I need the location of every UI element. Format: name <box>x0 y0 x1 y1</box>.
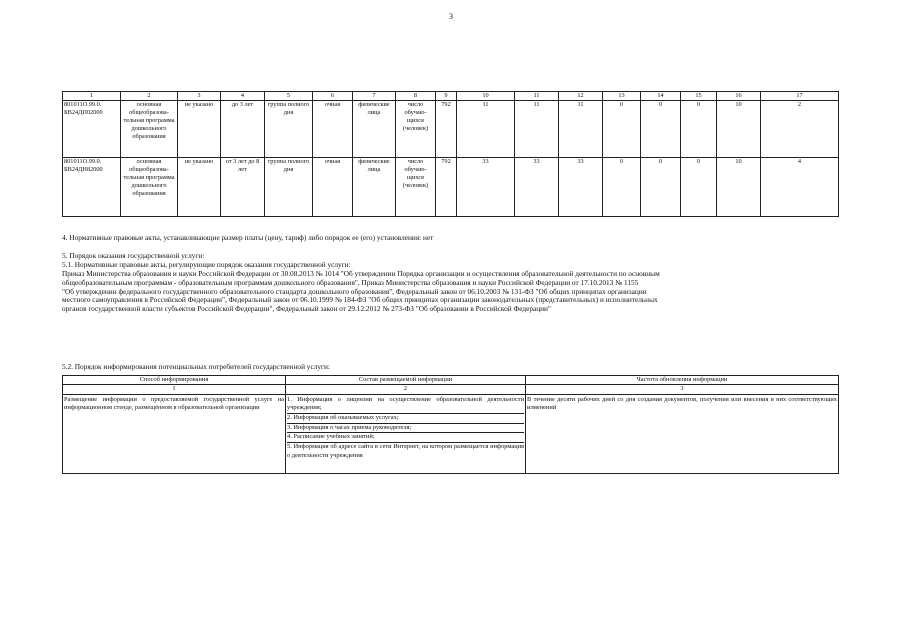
table-header-row <box>63 376 839 385</box>
column-number: 1 <box>63 385 286 394</box>
section-5-title: 5. Порядок оказания государственной услуги: <box>62 251 205 260</box>
update-frequency-cell: В течение десяти рабочих дней со дня создания документов, получения или внесения в них соответствующих изменений <box>526 394 839 473</box>
header-cell: 16 <box>717 92 761 101</box>
header-cell: 9 <box>436 92 457 101</box>
column-number-row <box>63 385 839 394</box>
header-cell: 13 <box>603 92 641 101</box>
page-number: 3 <box>449 12 453 21</box>
header-cell: 5 <box>265 92 313 101</box>
header-cell: Частота обновления информации <box>526 376 839 385</box>
age-cell: от 3 лет до 8 лет <box>221 158 265 217</box>
table-cell: 4 <box>761 158 839 217</box>
information-item: 3. Информация о часах приема руководителя; <box>287 424 524 434</box>
table-cell: 2 <box>761 101 839 158</box>
informing-method-cell: Размещение информации о предоставляемой государственной услуге на информационном стенде, размещённом в образовательной организации <box>63 394 286 473</box>
column-number: 2 <box>286 385 526 394</box>
table-cell: очная <box>313 158 353 217</box>
program-cell: основная общеобразова-тельная программа дошкольного образования <box>121 101 178 158</box>
information-item: 1. Информация о лицензии на осуществление образовательной деятельности учреждения; <box>287 396 524 414</box>
section-4-text: 4. Нормативные правовые акты, устанавливающие размер платы (цену, тариф) либо порядок ее (его) установления: нет <box>62 233 434 242</box>
legal-acts-line: общеобразовательным программам - образовательным программам дошкольного образования", Приказ Министерства образования и науки Российской Федерации от 17.10.2013 № 1155 <box>62 277 639 287</box>
table-cell: 0 <box>603 101 641 158</box>
table-cell: группа полного дня <box>265 158 313 217</box>
information-items-cell <box>286 394 526 473</box>
legal-acts-line: Приказ Министерства образования и науки Российской Федерации от 30.08.2013 № 1014 "Об утверждении Порядка организации и осуществления образовательной деятельности по основным <box>62 268 660 278</box>
section-5-block <box>62 252 660 314</box>
table-cell: 10 <box>717 158 761 217</box>
table-cell: 33 <box>457 158 515 217</box>
table-cell: 792 <box>436 101 457 158</box>
header-cell: 1 <box>63 92 121 101</box>
header-cell: 15 <box>681 92 717 101</box>
table-header-row <box>63 92 839 101</box>
table-cell: 0 <box>681 101 717 158</box>
table-row <box>63 101 839 158</box>
header-cell: 12 <box>559 92 603 101</box>
table-cell: 11 <box>515 101 559 158</box>
table-cell: число обучаю-щихся (человек) <box>396 158 436 217</box>
header-cell: Состав размещаемой информации <box>286 376 526 385</box>
informing-table <box>62 375 839 474</box>
table-cell: очная <box>313 101 353 158</box>
header-cell: 11 <box>515 92 559 101</box>
header-cell: 3 <box>178 92 221 101</box>
program-cell: основная общеобразова-тельная программа дошкольного образования <box>121 158 178 217</box>
table-cell: 11 <box>559 101 603 158</box>
header-cell: 10 <box>457 92 515 101</box>
information-item: 5. Информация об адресе сайта в сети Интернет, на котором размещается информация о деятельности учреждения <box>287 443 524 459</box>
table-cell: 10 <box>717 101 761 158</box>
table-cell: 33 <box>515 158 559 217</box>
legal-acts-line: "Об утверждении федерального государственного образовательного стандарта дошкольного образования", Федеральный закон от 06.10.2003 № 131-ФЗ "Об общих принципах организации <box>62 286 647 296</box>
column-number: 3 <box>526 385 839 394</box>
header-cell: 7 <box>353 92 396 101</box>
table-row <box>63 158 839 217</box>
table-cell: 11 <box>457 101 515 158</box>
age-cell: до 3 лет <box>221 101 265 158</box>
legal-acts-line: местного самоуправления в Российской Федерации", Федеральный закон от 06.10.1999 № 184-ФЗ "Об общих принципах организации законодательных (представительных) и исполнительных <box>62 295 658 305</box>
registry-number-cell: 801011О.99.0. БВ24ДН82000 <box>63 158 121 217</box>
table-row <box>63 394 839 473</box>
table-cell: не указано <box>178 101 221 158</box>
table-cell: 0 <box>641 101 681 158</box>
header-cell: 8 <box>396 92 436 101</box>
table-cell: 0 <box>641 158 681 217</box>
header-cell: Способ информирования <box>63 376 286 385</box>
legal-acts-line: органов государственной власти субъектов Российской Федерации", Федеральный закон от 29.12.2012 № 273-ФЗ "Об образовании в Российской Федерации" <box>62 304 551 314</box>
header-cell: 6 <box>313 92 353 101</box>
table-cell: группа полного дня <box>265 101 313 158</box>
table-cell: 0 <box>603 158 641 217</box>
information-item: 4. Расписание учебных занятий; <box>287 433 524 443</box>
header-cell: 14 <box>641 92 681 101</box>
information-item: 2. Информация об оказываемых услугах; <box>287 414 524 424</box>
table-cell: не указано <box>178 158 221 217</box>
table-cell: 0 <box>681 158 717 217</box>
table-cell: число обучаю-щихся (человек) <box>396 101 436 158</box>
registry-number-cell: 801011О.99.0. БВ24ДП02000 <box>63 101 121 158</box>
section-5-2-title: 5.2. Порядок информирования потенциальных потребителей государственной услуги: <box>62 362 330 371</box>
header-cell: 4 <box>221 92 265 101</box>
table-cell: 33 <box>559 158 603 217</box>
header-cell: 17 <box>761 92 839 101</box>
service-volume-table <box>62 91 839 217</box>
table-cell: физические лица <box>353 158 396 217</box>
header-cell: 2 <box>121 92 178 101</box>
table-cell: физические лица <box>353 101 396 158</box>
section-5-1-title: 5.1. Нормативные правовые акты, регулирующие порядок оказания государственной услуги: <box>62 259 351 269</box>
table-cell: 792 <box>436 158 457 217</box>
